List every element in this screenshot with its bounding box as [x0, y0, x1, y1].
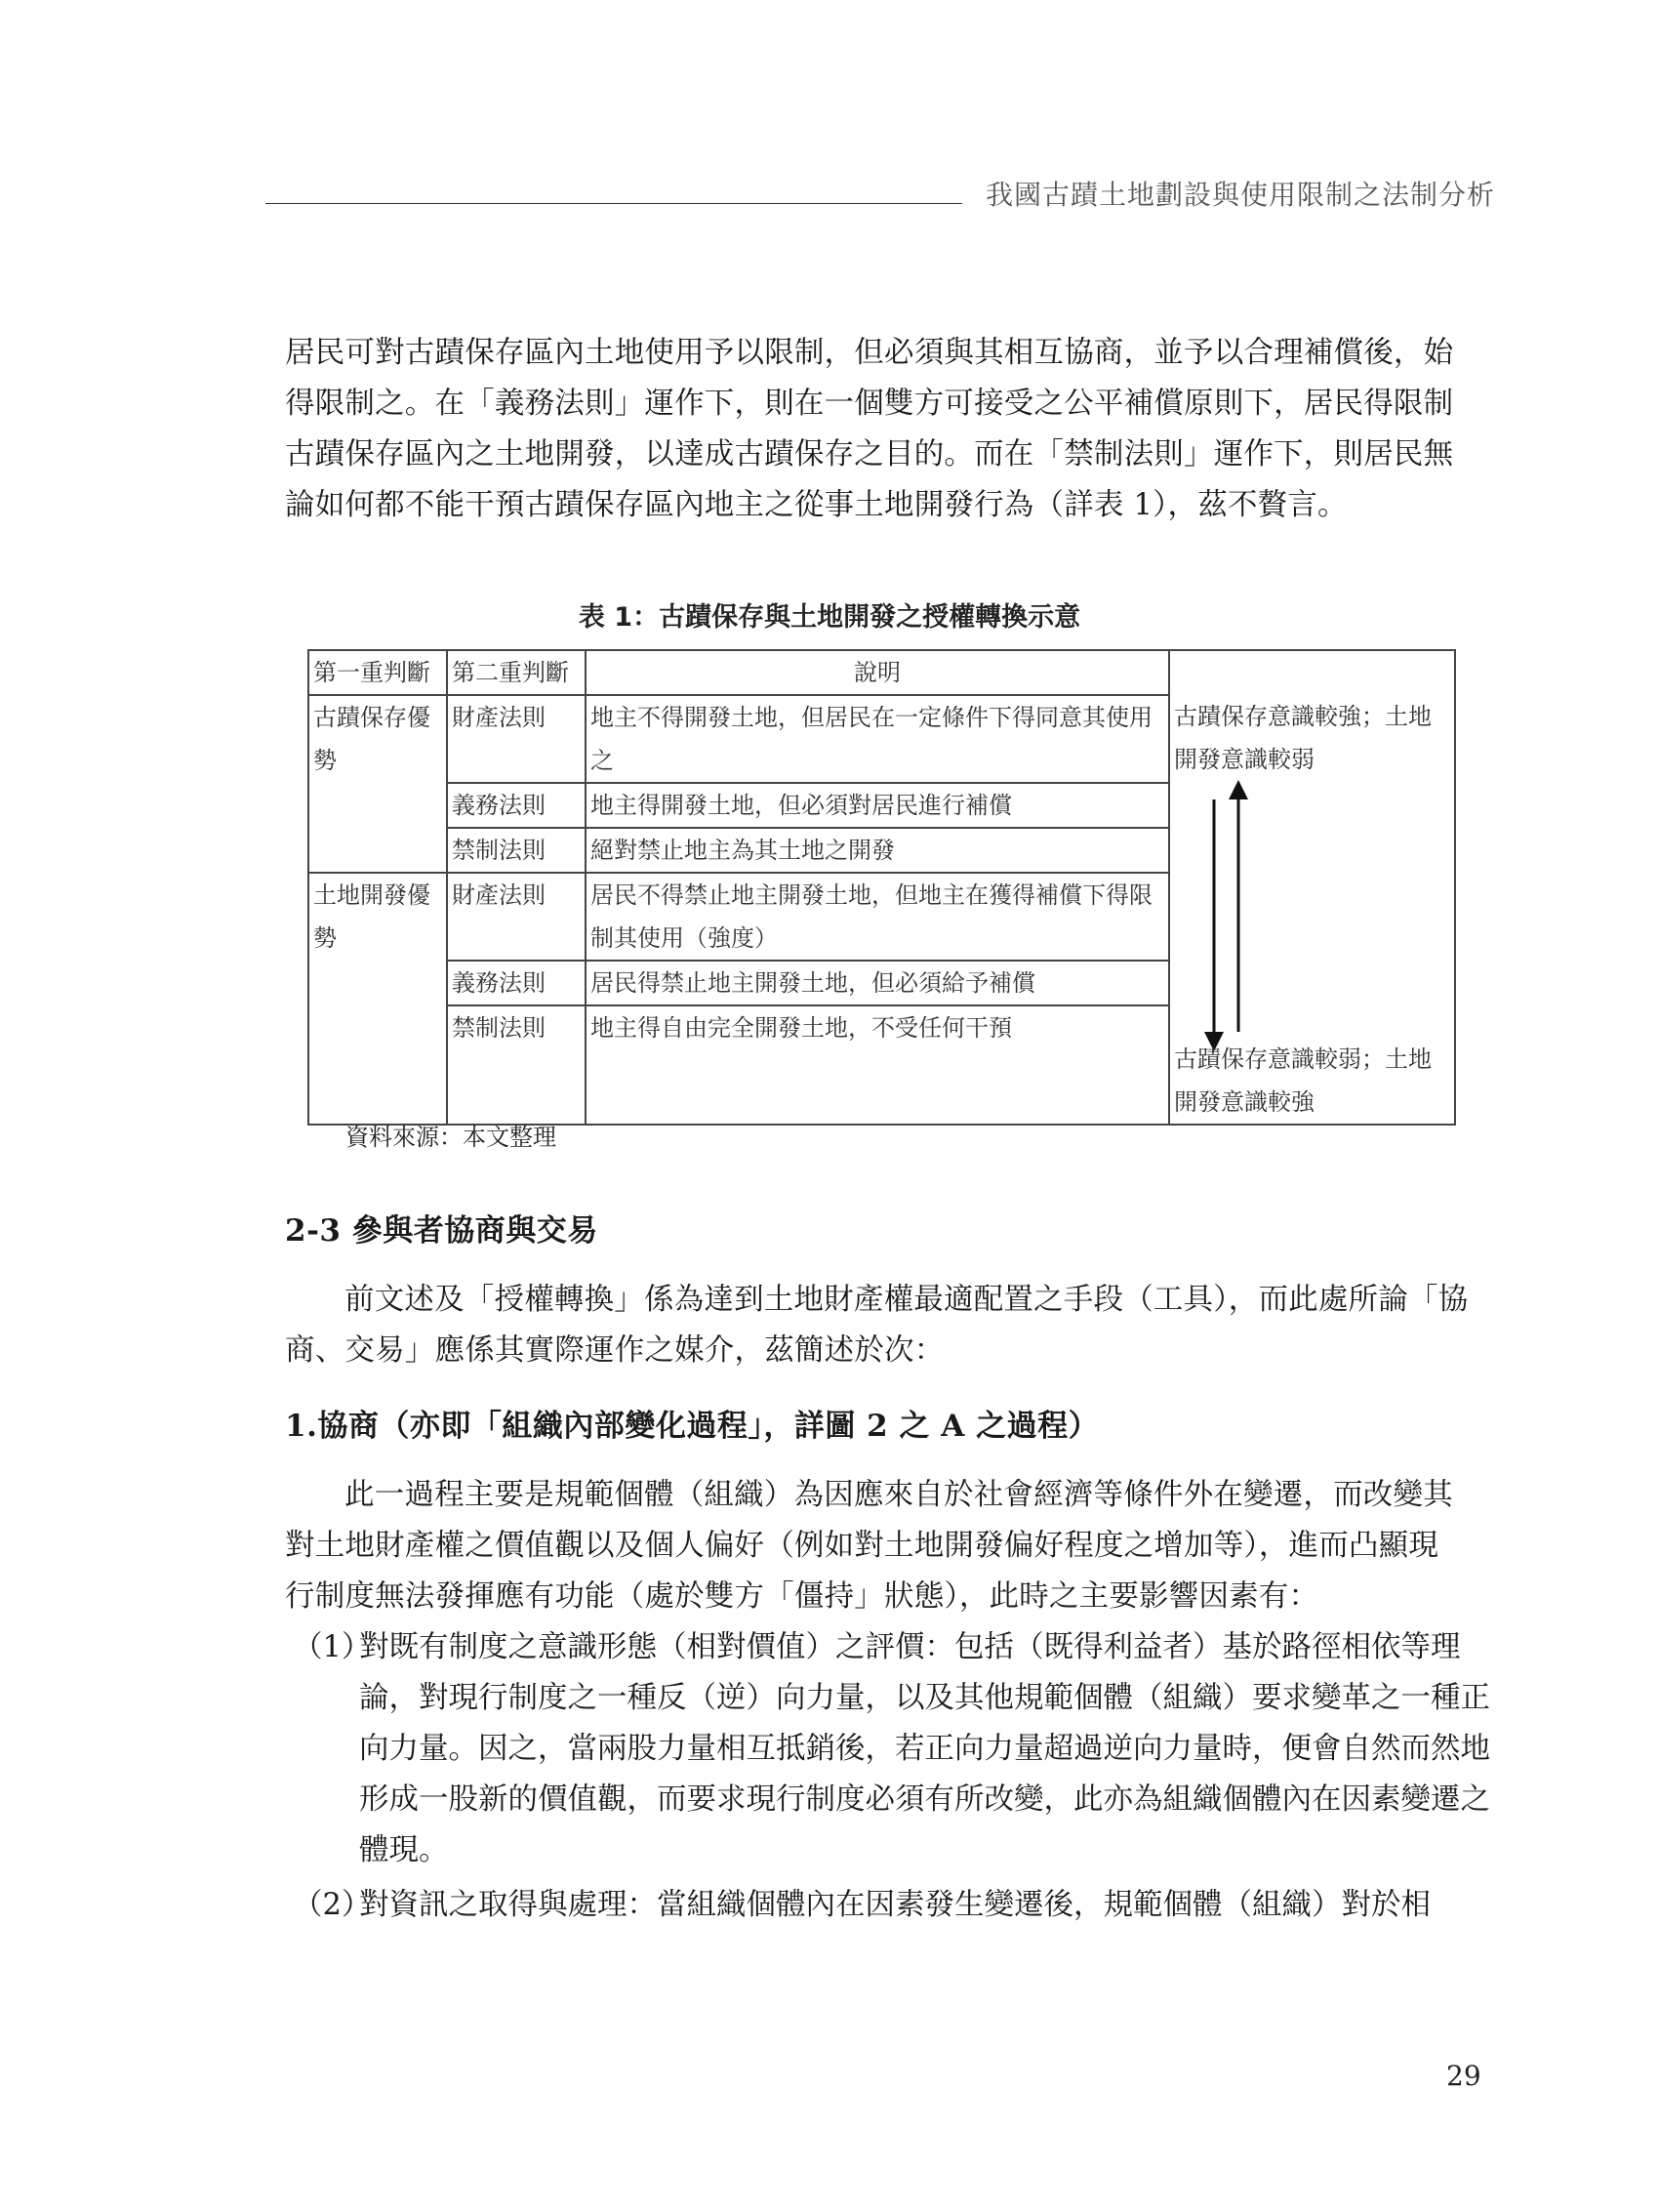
arrow-top-text: 古蹟保存意識較強；土地開發意識較弱 — [1174, 703, 1432, 773]
subsection-line-1: 此一過程主要是規範個體（組織）為因應來自於社會經濟等條件外在變遷，而改變其 — [344, 1478, 1453, 1512]
intro-paragraph — [285, 328, 1490, 531]
running-header-title: 我國古蹟土地劃設與使用限制之法制分析 — [986, 179, 1496, 211]
group-2-row-1-second: 財產法則 — [447, 873, 586, 961]
group-2-row-3-second: 禁制法則 — [447, 1005, 586, 1125]
header-rule — [265, 203, 962, 204]
arrow-bottom-text: 古蹟保存意識較弱；土地開發意識較強 — [1174, 1045, 1432, 1116]
list-item-2-number: （2） — [293, 1888, 372, 1922]
section-intro-line-2: 商、交易」應係其實際運作之媒介，茲簡述於次： — [285, 1333, 945, 1368]
intro-line-2: 得限制之。在「義務法則」運作下，則在一個雙方可接受之公平補償原則下，居民得限制 — [285, 387, 1454, 421]
group-1-row-1-second: 財產法則 — [447, 695, 586, 783]
list-item-1-number: （1） — [293, 1630, 372, 1664]
list-item-1 — [285, 1622, 1490, 1876]
group-2-row-2-second: 義務法則 — [447, 961, 586, 1005]
list-item-1-text: 對既有制度之意識形態（相對價值）之評價：包括（既得利益者）基於路徑相依等理論，對現行制度之一種反（逆）向力量，以及其他規範個體（組織）要求變革之一種正向力量。因之，當兩股力量相互抵銷後，若正向力量超過逆向力量時，便會自然而然地形成一股新的價值觀，而要求現行制度必須有所改變，此亦為組織個體內在因素變遷之體現。 — [359, 1630, 1490, 1867]
group-2-row-2-desc: 居民得禁止地主開發土地，但必須給予補償 — [586, 961, 1169, 1005]
list-item-2 — [285, 1880, 1490, 1931]
intro-line-4: 論如何都不能干預古蹟保存區內地主之從事土地開發行為（詳表 1），茲不贅言。 — [285, 488, 1348, 522]
table-source-note: 資料來源：本文整理 — [345, 1124, 556, 1151]
group-1-row-2-second: 義務法則 — [447, 783, 586, 828]
subsection-line-2: 對土地財產權之價值觀以及個人偏好（例如對土地開發偏好程度之增加等），進而凸顯現 — [285, 1529, 1439, 1563]
group-1-row-3-second: 禁制法則 — [447, 828, 586, 873]
subsection-title: 1.協商（亦即「組織內部變化過程」，詳圖 2 之 A 之過程） — [285, 1409, 1100, 1444]
section-intro-line-1: 前文述及「授權轉換」係為達到土地財產權最適配置之手段（工具），而此處所論「協 — [344, 1283, 1469, 1317]
group-2-row-1-desc: 居民不得禁止地主開發土地，但地主在獲得補償下得限制其使用（強度） — [586, 873, 1169, 961]
table-header-row — [308, 650, 1455, 695]
section-title: 2-3 參與者協商與交易 — [285, 1213, 598, 1249]
section-intro-paragraph — [285, 1275, 1490, 1376]
intro-line-3: 古蹟保存區內之土地開發，以達成古蹟保存之目的。而在「禁制法則」運作下，則居民無 — [285, 437, 1454, 471]
header-description: 說明 — [586, 650, 1169, 695]
list-item-2-text: 對資訊之取得與處理：當組織個體內在因素發生變遷後，規範個體（組織）對於相 — [359, 1888, 1431, 1922]
intro-line-1: 居民可對古蹟保存區內土地使用予以限制，但必須與其相互協商，並予以合理補償後，始 — [285, 336, 1454, 370]
header-second-judgment: 第二重判斷 — [447, 650, 586, 695]
subsection-paragraph — [285, 1470, 1490, 1622]
subsection-line-3: 行制度無法發揮應有功能（處於雙方「僵持」狀態），此時之主要影響因素有： — [285, 1579, 1319, 1614]
arrow-column-cell — [1169, 650, 1455, 1125]
group-2-first-judgment: 土地開發優勢 — [308, 873, 447, 1125]
group-2-row-3-desc: 地主得自由完全開發土地，不受任何干預 — [586, 1005, 1169, 1125]
group-1-row-1-desc: 地主不得開發土地，但居民在一定條件下得同意其使用之 — [586, 695, 1169, 783]
group-1-first-judgment: 古蹟保存優勢 — [308, 695, 447, 873]
header-first-judgment: 第一重判斷 — [308, 650, 447, 695]
group-1-row-3-desc: 絕對禁止地主為其土地之開發 — [586, 828, 1169, 873]
group-1-row-2-desc: 地主得開發土地，但必須對居民進行補償 — [586, 783, 1169, 828]
table-caption: 表 1：古蹟保存與土地開發之授權轉換示意 — [578, 602, 1081, 633]
page-number: 29 — [1446, 2060, 1481, 2092]
authorization-table — [307, 649, 1456, 1126]
